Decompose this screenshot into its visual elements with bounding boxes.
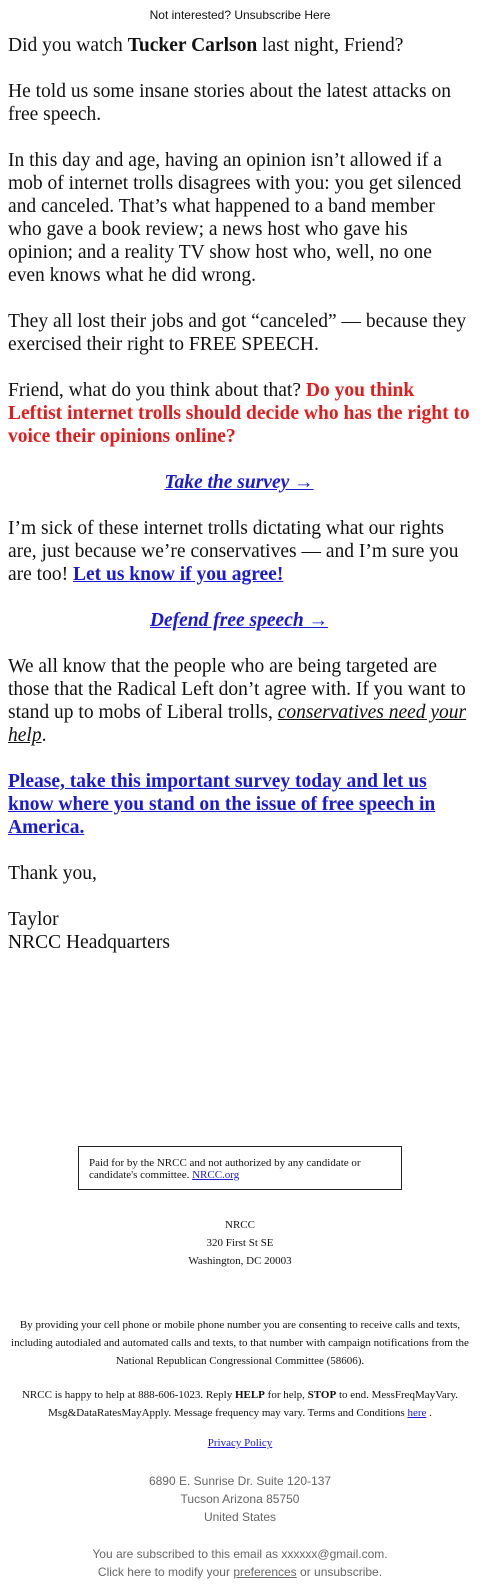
tucker-name: Tucker Carlson — [127, 35, 258, 56]
signature-org: NRCC Headquarters — [8, 932, 170, 953]
survey-cta-link[interactable]: Please, take this important survey today and let us know where you stand on the issue of free speech in America. — [8, 771, 436, 838]
need-your-help-text: conservatives need your help — [8, 702, 467, 746]
paragraph-6: I’m sick of these internet trolls dictating what our rights are, just because we’re conservatives — and I’m sure you are too! Let us know if you agree! — [8, 518, 459, 585]
subscription-info: You are subscribed to this email as xxxxxx@gmail.com. Click here to modify your preferences or unsubscribe. — [92, 1547, 388, 1579]
paragraph-2: He told us some insane stories about the latest attacks on free speech. — [8, 81, 451, 125]
consent-text: By providing your cell phone or mobile phone number you are consenting to receive calls and texts, including autodialed and automated calls and texts, to that number with campaign notifications from the National Republican Congressional Committee (58606). — [11, 1319, 469, 1367]
privacy-policy-link[interactable]: Privacy Policy — [207, 1437, 273, 1449]
paid-for-disclaimer: Paid for by the NRCC and not authorized by any candidate or candidate's committee. NRCC.org — [78, 1146, 402, 1190]
mailing-address: 6890 E. Sunrise Dr. Suite 120-137 Tucson Arizona 85750 United States — [148, 1474, 332, 1524]
greeting-paragraph: Did you watch Tucker Carlson last night, Friend? — [8, 35, 404, 56]
paragraph-7: We all know that the people who are being targeted are those that the Radical Left don’t agree with. If you want to stand up to mobs of Liberal trolls, conservatives need your help. — [8, 656, 467, 746]
email-body — [8, 34, 470, 954]
defend-free-speech-link[interactable]: Defend free speech → — [149, 610, 329, 631]
org-address: NRCC 320 First St SE Washington, DC 20003 — [188, 1219, 292, 1267]
help-text: NRCC is happy to help at 888-606-1023. Reply HELP for help, STOP to end. MessFreqMayVary. Msg&DataRatesMayApply. Message frequency may vary. Terms and Conditions here . — [21, 1389, 458, 1419]
paragraph-3: In this day and age, having an opinion isn’t allowed if a mob of internet trolls disagrees with you: you get silenced and canceled. That’s what happened to a band member who gave a book review; a news host who gave his opinion; and a reality TV show host who, well, no one even knows what he did wrong. — [8, 150, 462, 286]
thanks-text: Thank you, — [8, 863, 97, 884]
red-question: Do you think Leftist internet trolls should decide who has the right to voice their opinions online? — [8, 380, 470, 447]
let-us-know-link[interactable]: Let us know if you agree! — [72, 564, 284, 585]
unsubscribe-link[interactable]: Not interested? Unsubscribe Here — [149, 8, 331, 22]
terms-here-link[interactable]: here — [407, 1407, 427, 1419]
paragraph-4: They all lost their jobs and got “canceled” — because they exercised their right to FREE SPEECH. — [8, 311, 467, 355]
preferences-link[interactable]: preferences — [233, 1565, 297, 1579]
take-survey-link[interactable]: Take the survey → — [164, 472, 314, 493]
nrcc-org-link[interactable]: NRCC.org — [192, 1169, 240, 1181]
question-paragraph: Friend, what do you think about that? Do you think Leftist internet trolls should decide who has the right to voice their opinions online? — [8, 380, 470, 447]
signature-name: Taylor — [8, 909, 59, 930]
